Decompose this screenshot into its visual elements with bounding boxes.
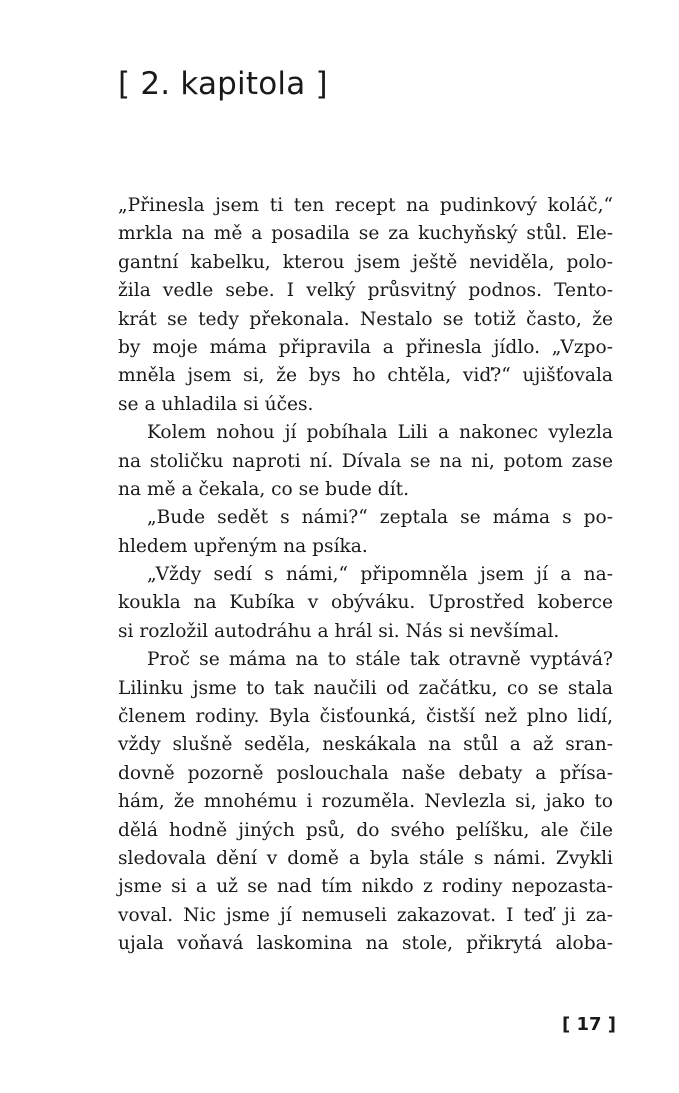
text-line: sledovala dění v domě a byla stále s námi. Zvykli (118, 847, 613, 869)
text-line: „Bude sedět s námi?“ zeptala se máma s po- (147, 507, 613, 529)
text-line: krát se tedy překonala. Nestalo se totiž často, že (118, 308, 613, 330)
text-line: voval. Nic jsme jí nemuseli zakazovat. I teď ji za- (118, 904, 613, 926)
text-line: žila vedle sebe. I velký průsvitný podnos. Tento- (118, 280, 613, 302)
paragraph (118, 561, 613, 646)
text-line: gantní kabelku, kterou jsem ještě neviděla, polo- (118, 251, 613, 273)
text-line: se a uhladila si účes. (118, 393, 314, 415)
body-text (118, 192, 613, 959)
paragraph (118, 646, 613, 958)
text-line: na stoličku naproti ní. Dívala se na ni, potom zase (118, 450, 613, 472)
chapter-title: [ 2. kapitola ] (118, 66, 328, 102)
text-line: „Vždy sedí s námi,“ připomněla jsem jí a na- (147, 564, 613, 586)
text-line: mrkla na mě a posadila se za kuchyňský stůl. Ele- (118, 223, 613, 245)
paragraph (118, 192, 613, 419)
text-line: dělá hodně jiných psů, do svého pelíšku, ale čile (118, 819, 613, 841)
text-line: si rozložil autodráhu a hrál si. Nás si nevšímal. (118, 620, 560, 642)
text-line: vždy slušně seděla, neskákala na stůl a až sran- (118, 734, 613, 756)
text-line: jsme si a už se nad tím nikdo z rodiny nepozasta- (118, 876, 613, 898)
text-line: Lilinku jsme to tak naučili od začátku, co se stala (118, 677, 613, 699)
paragraph (118, 419, 613, 504)
text-line: členem rodiny. Byla čisťounká, čistší než plno lidí, (118, 706, 613, 728)
page-number: [ 17 ] (562, 1014, 617, 1035)
text-line: koukla na Kubíka v obýváku. Uprostřed koberce (118, 592, 613, 614)
text-line: hledem upřeným na psíka. (118, 535, 368, 557)
paragraph (118, 504, 613, 561)
text-line: dovně pozorně poslouchala naše debaty a přísa- (118, 762, 613, 784)
text-line: hám, že mnohému i rozuměla. Nevlezla si, jako to (118, 791, 613, 813)
text-line: na mě a čekala, co se bude dít. (118, 478, 410, 500)
text-line: by moje máma připravila a přinesla jídlo. „Vzpo- (118, 336, 613, 358)
text-line: ujala voňavá laskomina na stole, přikrytá aloba- (118, 933, 613, 955)
text-line: mněla jsem si, že bys ho chtěla, viď?“ ujišťovala (118, 365, 613, 387)
text-line: „Přinesla jsem ti ten recept na pudinkový koláč,“ (118, 195, 613, 216)
text-line: Proč se máma na to stále tak otravně vyptává? (147, 649, 613, 671)
text-line: Kolem nohou jí pobíhala Lili a nakonec vylezla (147, 422, 613, 444)
